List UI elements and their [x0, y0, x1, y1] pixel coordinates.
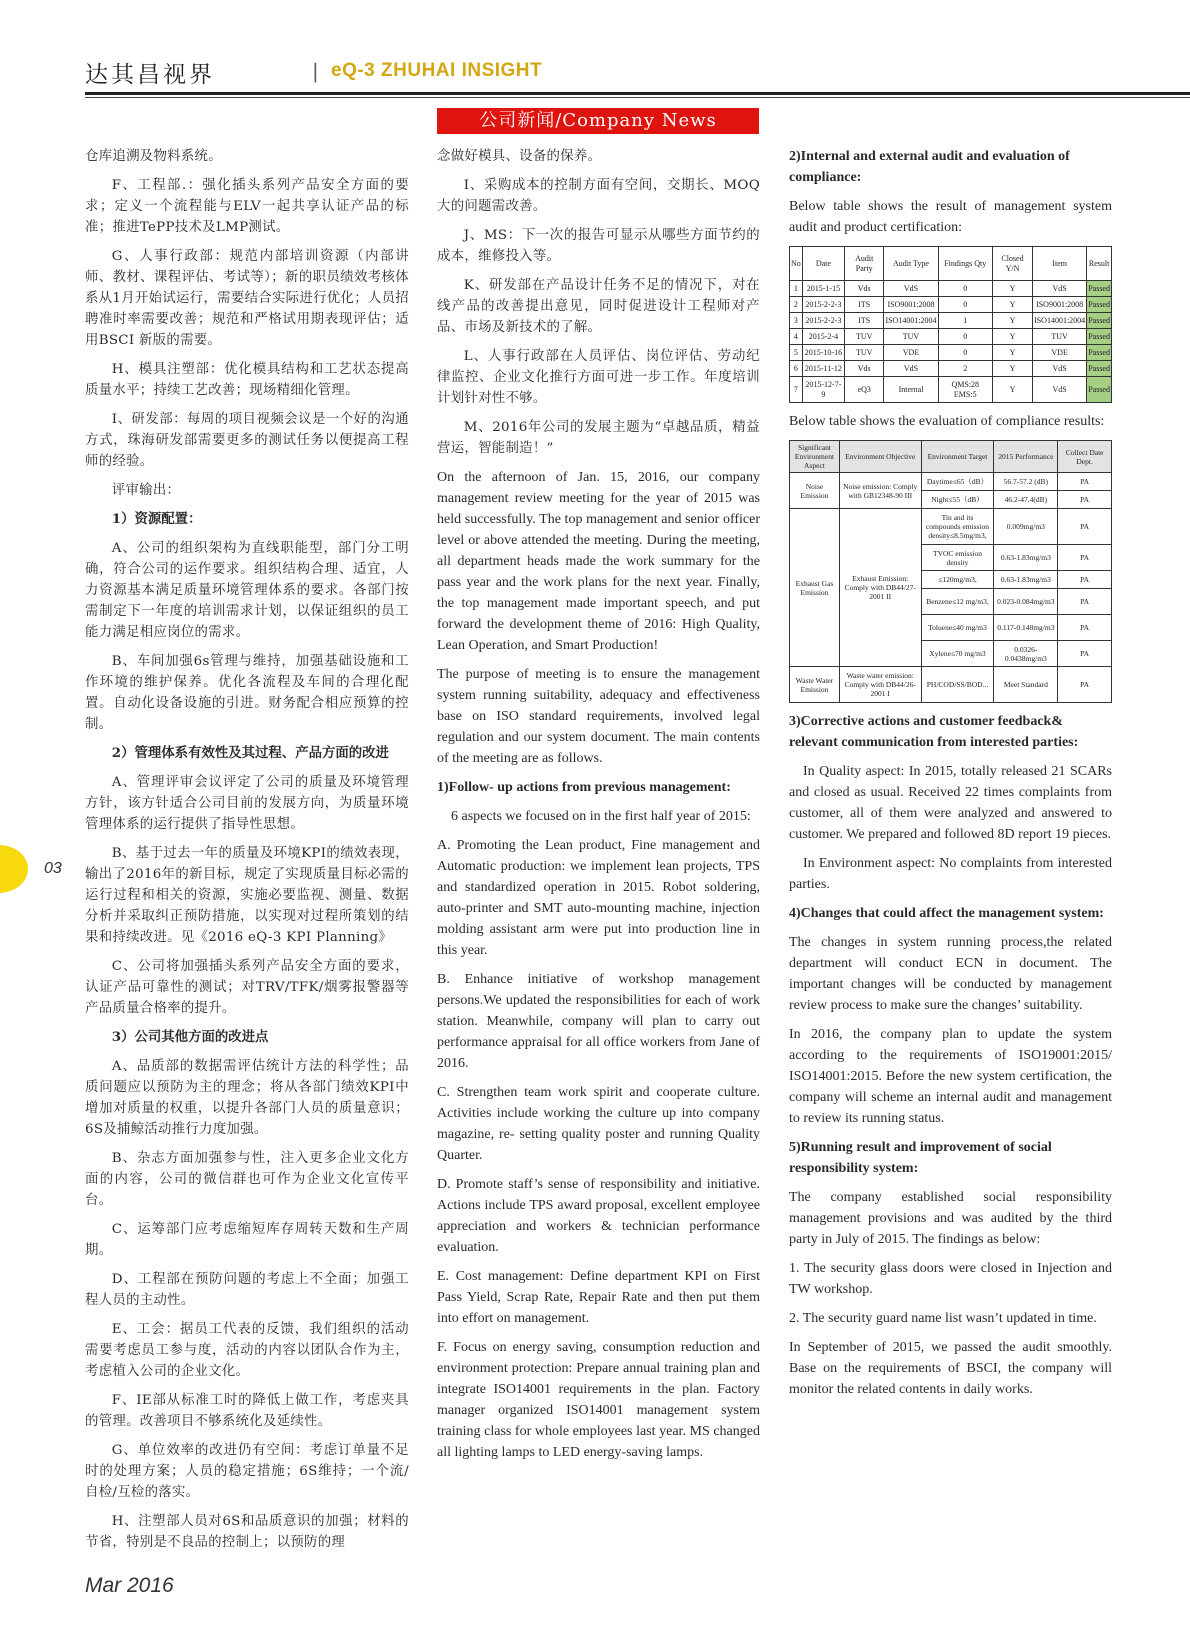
table-header-cell: Result [1087, 247, 1112, 281]
audit-table [789, 246, 1112, 403]
paragraph: The company established social responsibility management provisions and was audited by the third party in July of 2015. The findings as below: [789, 1190, 1112, 1247]
column-left [85, 146, 409, 1561]
table-cell: PA [1058, 615, 1112, 641]
table-cell: Y [992, 313, 1032, 329]
subheading: 1)Follow- up actions from previous management: [437, 780, 731, 795]
page-number: 03 [44, 860, 62, 877]
table-header-cell: Audit Type [884, 247, 938, 281]
table-cell: 0.0326-0.0438mg/m3 [994, 641, 1058, 667]
table-cell: Noise emission: Comply with GB12348-90 III [839, 473, 921, 509]
table-cell: PA [1058, 641, 1112, 667]
table-header-row [790, 247, 1112, 281]
table-header-row [790, 441, 1112, 473]
table-cell: 0 [938, 297, 992, 313]
table-cell: 1 [938, 313, 992, 329]
table-cell: 0.63-1.83mg/m3 [994, 571, 1058, 589]
header [85, 56, 1190, 90]
table-header-cell: Environment Objective [839, 441, 921, 473]
table-header-cell: Collect Date Dept. [1058, 441, 1112, 473]
table-cell: Y [992, 377, 1032, 403]
header-rule-thick [85, 92, 1190, 95]
paragraph: 6 aspects we focused on in the first half year of 2015: [451, 809, 751, 824]
table-cell: PA [1058, 473, 1112, 491]
table-cell: 3 [790, 313, 803, 329]
table-cell: ISO14001:2004 [884, 313, 938, 329]
table-cell: TUV [845, 329, 884, 345]
table-cell: Passed [1087, 297, 1112, 313]
paragraph: H、注塑部人员对6S和品质意识的加强；材料的节省，特别是不良品的控制上；以预防的理 [85, 1514, 409, 1550]
paragraph: G、人事行政部：规范内部培训资源（内部讲师、教材、课程评估、考试等）；新的职员绩效考核体系从1月开始试运行，需要结合实际进行优化；人员招聘准时率需要改善；规范和严格试用期表现评估；适用BSCI 新版的需要。 [85, 249, 409, 348]
paragraph: 评审输出： [111, 483, 181, 498]
table-row [790, 281, 1112, 297]
paragraph: F. Focus on energy saving, consumption reduction and environment protection: Prepare annual training plan and integrate ISO14001 requirements in the plan. Factory manager organized ISO14001 management system training class for whole employees last year. MS changed all lighting lamps to LED energy-saving lamps. [437, 1340, 760, 1460]
subheading: 3）公司其他方面的改进点 [111, 1029, 269, 1045]
paragraph: In September of 2015, we passed the audit smoothly. Base on the requirements of BSCI, the company will monitor the related contents in daily works. [789, 1340, 1112, 1397]
table-cell: Noise Emission [790, 473, 840, 509]
paragraph: I、研发部：每周的项目视频会议是一个好的沟通方式，珠海研发部需要更多的测试任务以便提高工程师的经验。 [85, 412, 409, 469]
table-cell: 0.63-1.83mg/m3 [994, 545, 1058, 571]
paragraph: The changes in system running process,the related department will conduct ECN in document. The important changes will be conducted by management review process to make sure the changes’ suitability. [789, 935, 1112, 1013]
table-cell: PA [1058, 509, 1112, 545]
paragraph: B、杂志方面加强参与性，注入更多企业文化方面的内容，公司的微信群也可作为企业文化宣传平台。 [85, 1151, 409, 1208]
paragraph: C、公司将加强插头系列产品安全方面的要求，认证产品可靠性的测试；对TRV/TFK/烟雾报警器等产品质量合格率的提升。 [85, 959, 409, 1016]
table-cell: Passed [1087, 345, 1112, 361]
paragraph: E、工会：据员工代表的反馈，我们组织的活动需要考虑员工参与度，活动的内容以团队合作为主，考虑植入公司的企业文化。 [85, 1322, 409, 1379]
column-right [789, 146, 1112, 1408]
table-cell: Passed [1087, 281, 1112, 297]
paragraph: D、工程部在预防问题的考虑上不全面；加强工程人员的主动性。 [85, 1272, 409, 1308]
paragraph: I、采购成本的控制方面有空间，交期长、MOQ大的问题需改善。 [437, 178, 760, 214]
table-cell: Y [992, 281, 1032, 297]
paragraph: In Environment aspect: No complaints from interested parties. [789, 856, 1112, 892]
paragraph: B、基于过去一年的质量及环境KPI的绩效表现，输出了2016年的新目标，规定了实现质量目标必需的运行过程和相关的资源，实施必要监视、测量、数据分析并采取纠正预防措施，以实现对过程所策划的结果和持续改进。见《2016 eQ-3 KPI Planning》 [85, 846, 409, 945]
paragraph: F、IE部从标准工时的降低上做工作，考虑夹具的管理。改善项目不够系统化及延续性。 [85, 1393, 409, 1429]
table-cell: Y [992, 329, 1032, 345]
table-cell: 1 [790, 281, 803, 297]
table-cell: VdS [1033, 377, 1087, 403]
table-cell: Y [992, 361, 1032, 377]
subheading: 3)Corrective actions and customer feedback& relevant communication from interested parties: [789, 714, 1079, 750]
paragraph: F、工程部.：强化插头系列产品安全方面的要求；定义一个流程能与ELV一起共享认证产品的标准；推进TePP技术及LMP测试。 [85, 178, 409, 235]
table-cell: 4 [790, 329, 803, 345]
subheading: 2）管理体系有效性及其过程、产品方面的改进 [111, 745, 389, 761]
table-header-cell: 2015 Performance [994, 441, 1058, 473]
table-cell: PH/COD/SS/BOD... [921, 667, 994, 703]
table-header-cell: Environment Target [921, 441, 994, 473]
table-cell: Exhaust Gas Emission [790, 509, 840, 667]
table-cell: Exhaust Emission: Comply with DB44/27-2001 II [839, 509, 921, 667]
table-cell: 2 [938, 361, 992, 377]
table-cell: Passed [1087, 361, 1112, 377]
table-cell: ITS [845, 297, 884, 313]
paragraph: M、2016年公司的发展主题为“卓越品质，精益营运，智能制造！” [437, 420, 760, 456]
table-cell: 6 [790, 361, 803, 377]
paragraph: Below table shows the evaluation of compliance results: [789, 414, 1105, 429]
table-cell: 2015-2-2-3 [802, 297, 844, 313]
paragraph: D. Promote staff’s sense of responsibility and initiative. Actions include TPS award proposal, excellent employee appreciation and workers & technician performance evaluation. [437, 1177, 760, 1255]
paragraph: The purpose of meeting is to ensure the management system running suitability, adequacy and effectiveness base on ISO standard requirements, involved legal regulation and our system document. The main contents of the meeting are as follows. [437, 667, 760, 766]
table-cell: 2015-11-12 [802, 361, 844, 377]
table-cell: ≤120mg/m3, [921, 571, 994, 589]
table-cell: 5 [790, 345, 803, 361]
table-cell: VdS [884, 361, 938, 377]
table-cell: 2015-2-4 [802, 329, 844, 345]
paragraph: 念做好模具、设备的保养。 [437, 149, 602, 164]
table-cell: 7 [790, 377, 803, 403]
table-cell: 46.2-47.4(dB) [994, 491, 1058, 509]
table-cell: Toluene≤40 mg/m3 [921, 615, 994, 641]
table-header-cell: Significant Environment Aspect [790, 441, 840, 473]
compliance-table [789, 440, 1112, 703]
paragraph: 1. The security glass doors were closed in Injection and TW workshop. [789, 1261, 1112, 1297]
table-row [790, 345, 1112, 361]
table-cell: Passed [1087, 377, 1112, 403]
table-cell: PA [1058, 545, 1112, 571]
table-cell: 2015-2-2-3 [802, 313, 844, 329]
table-cell: Waste water emission: Comply with DB44/26-2001 I [839, 667, 921, 703]
table-cell: VdS [1033, 281, 1087, 297]
table-cell: VdS [1033, 361, 1087, 377]
table-header-cell: No [790, 247, 803, 281]
table-cell: TUV [884, 329, 938, 345]
table-cell: Passed [1087, 329, 1112, 345]
paragraph: Below table shows the result of management system audit and product certification: [789, 199, 1112, 235]
table-cell: 0 [938, 345, 992, 361]
subheading: 4)Changes that could affect the management system: [789, 906, 1104, 921]
paragraph: In 2016, the company plan to update the system according to the requirements of ISO19001:2015/ ISO14001:2015. Before the new system certification, the company will scheme an internal audit and management to review its running status. [789, 1027, 1112, 1126]
paragraph: C. Strengthen team work spirit and cooperate culture. Activities include working the culture up into company magazine, re- setting quality poster and running Quality Quarter. [437, 1085, 760, 1163]
table-cell: 2015-1-15 [802, 281, 844, 297]
table-cell: eQ3 [845, 377, 884, 403]
table-cell: Tin and its compounds emission density≤8.5mg/m3, [921, 509, 994, 545]
table-cell: PA [1058, 667, 1112, 703]
table-row [790, 667, 1112, 703]
table-cell: Passed [1087, 313, 1112, 329]
table-cell: Waste Water Emission [790, 667, 840, 703]
table-cell: TVOC emission density [921, 545, 994, 571]
table-cell: ITS [845, 313, 884, 329]
paragraph: A、管理评审会议评定了公司的质量及环境管理方针，该方针适合公司目前的发展方向，为质量环境管理体系的运行提供了指导性思想。 [85, 775, 409, 832]
column-middle [437, 146, 760, 1471]
table-cell: 0 [938, 329, 992, 345]
table-cell: ISO14001:2004 [1033, 313, 1087, 329]
table-cell: TUV [845, 345, 884, 361]
paragraph: 2. The security guard name list wasn’t updated in time. [789, 1311, 1097, 1326]
table-cell: Daytime≤65（dB） [921, 473, 994, 491]
paragraph: C、运筹部门应考虑缩短库存周转天数和生产周期。 [85, 1222, 409, 1258]
table-cell: Vds [845, 361, 884, 377]
section-title: 公司新闻/Company News [437, 108, 759, 134]
table-cell: 0.117-0.148mg/m3 [994, 615, 1058, 641]
brand-chinese: 达其昌视界 [85, 62, 215, 88]
paragraph: A、品质部的数据需评估统计方法的科学性；品质问题应以预防为主的理念；将从各部门绩效KPI中增加对质量的权重，以提升各部门人员的质量意识；6S及捕鲸活动推行力度加强。 [85, 1059, 409, 1137]
table-cell: PA [1058, 571, 1112, 589]
paragraph: L、人事行政部在人员评估、岗位评估、劳动纪律监控、企业文化推行方面可进一步工作。年度培训计划针对性不够。 [437, 349, 760, 406]
page-number-marker [0, 845, 28, 893]
table-header-cell: Closed Y/N [992, 247, 1032, 281]
table-cell: 0.009mg/m3 [994, 509, 1058, 545]
table-cell: QMS:28 EMS:5 [938, 377, 992, 403]
header-rule-thin [85, 97, 1190, 98]
paragraph: In Quality aspect: In 2015, totally released 21 SCARs and closed as usual. Received 22 times complaints from customer, all of them were analyzed and answered to customer. We prepared and followed 8D report 19 pieces. [789, 764, 1112, 842]
table-cell: VDE [884, 345, 938, 361]
table-cell: Night≤55（dB） [921, 491, 994, 509]
table-cell: 2015-12-7-9 [802, 377, 844, 403]
paragraph: E. Cost management: Define department KPI on First Pass Yield, Scrap Rate, Repair Rate and then put them into effort on management. [437, 1269, 760, 1326]
table-cell: 2 [790, 297, 803, 313]
table-cell: 2015-10-16 [802, 345, 844, 361]
table-cell: TUV [1033, 329, 1087, 345]
table-header-cell: Audit Party [845, 247, 884, 281]
paragraph: On the afternoon of Jan. 15, 2016, our company management review meeting for the year of 2015 was held successfully. The top management and senior officer level or above attended the meeting. During the meeting, all department heads made the work summary for the pass year and the work plans for the next year. Finally, the top management made important speech, and put forward the development theme of 2016: High Quality, Lean Operation, and Smart Production! [437, 470, 760, 653]
paragraph: 仓库追溯及物料系统。 [85, 149, 222, 164]
table-row [790, 329, 1112, 345]
table-cell: Meet Standard [994, 667, 1058, 703]
table-cell: PA [1058, 589, 1112, 615]
subheading: 2)Internal and external audit and evaluation of compliance: [789, 149, 1070, 185]
table-row [790, 361, 1112, 377]
paragraph: J、MS：下一次的报告可显示从哪些方面节约的成本，维修投入等。 [437, 228, 760, 264]
table-cell: 0.023-0.084mg/m3 [994, 589, 1058, 615]
table-cell: VDE [1033, 345, 1087, 361]
table-header-cell: Item [1033, 247, 1087, 281]
subheading: 5)Running result and improvement of social responsibility system: [789, 1140, 1052, 1176]
paragraph: A、公司的组织架构为直线职能型，部门分工明确，符合公司的运作要求。组织结构合理、适宜，人力资源基本满足质量环境管理体系的要求。各部门按需制定下一年度的培训需求计划，以保证组织的员工能力满足相应岗位的需求。 [85, 541, 409, 640]
table-header-cell: Date [802, 247, 844, 281]
table-cell: Benzene≤12 mg/m3, [921, 589, 994, 615]
footer-date: Mar 2016 [85, 1574, 174, 1597]
table-cell: ISO9001:2008 [1033, 297, 1087, 313]
brand-separator: | [312, 59, 319, 83]
paragraph: A. Promoting the Lean product, Fine management and Automatic production: we implement lean projects, TPS and standardized operation in 2015. Robot soldering, auto-printer and SMT auto-mounting machine, injection molding assistant arm were put into production line in this year. [437, 838, 760, 958]
table-row [790, 377, 1112, 403]
table-cell: ISO9001:2008 [884, 297, 938, 313]
table-header-cell: Findings Qty [938, 247, 992, 281]
paragraph: K、研发部在产品设计任务不足的情况下，对在线产品的改善提出意见，同时促进设计工程师对产品、市场及新技术的了解。 [437, 278, 760, 335]
table-cell: Xylene≤70 mg/m3 [921, 641, 994, 667]
table-row [790, 297, 1112, 313]
table-cell: Y [992, 297, 1032, 313]
table-row [790, 313, 1112, 329]
table-cell: 0 [938, 281, 992, 297]
table-cell: 56.7-57.2 (dB) [994, 473, 1058, 491]
paragraph: G、单位效率的改进仍有空间：考虑订单量不足时的处理方案；人员的稳定措施；6S维持；一个流/自检/互检的落实。 [85, 1443, 409, 1500]
paragraph: B. Enhance initiative of workshop management persons.We updated the responsibilities for each of work station. Meanwhile, company will plan to carry out performance appraisal for all office workers from Jane of 2016. [437, 972, 760, 1071]
table-cell: VdS [884, 281, 938, 297]
subheading: 1）资源配置： [111, 511, 202, 527]
table-cell: Y [992, 345, 1032, 361]
table-row [790, 473, 1112, 491]
paragraph: H、模具注塑部：优化模具结构和工艺状态提高质量水平；持续工艺改善；现场精细化管理。 [85, 362, 409, 398]
table-cell: Internal [884, 377, 938, 403]
table-row [790, 509, 1112, 545]
table-cell: Vds [845, 281, 884, 297]
paragraph: B、车间加强6s管理与维持，加强基础设施和工作环境的维护保养。优化各流程及车间的合理化配置。自动化设备设施的引进。财务配合相应预算的控制。 [85, 654, 409, 732]
brand-english: eQ-3 ZHUHAI INSIGHT [331, 60, 543, 81]
table-cell: PA [1058, 491, 1112, 509]
